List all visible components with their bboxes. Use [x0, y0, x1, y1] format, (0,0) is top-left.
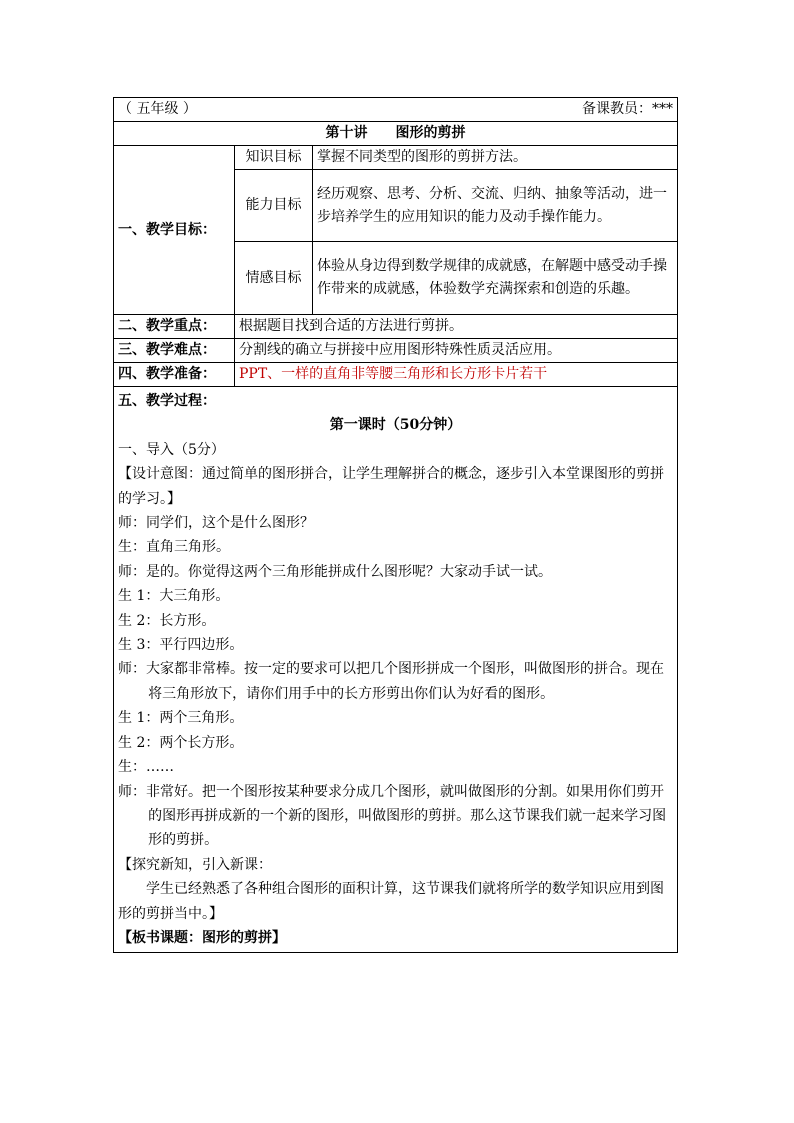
goal-name: 知识目标 — [235, 146, 313, 170]
lecture-title: 第十讲 图形的剪拼 — [114, 122, 678, 146]
goal-text: 掌握不同类型的图形的剪拼方法。 — [313, 146, 678, 170]
preparation-row — [114, 363, 678, 387]
dialogue-line: 师：大家都非常棒。按一定的要求可以把几个图形拼成一个图形，叫做图形的拼合。现在将三角形放下，请你们用手中的长方形剪出你们认为好看的图形。 — [118, 661, 664, 702]
key-point-label: 二、教学重点： — [114, 315, 235, 339]
lesson-plan-table — [113, 97, 678, 953]
dialogue-line: 师：是的。你觉得这两个三角形能拼成什么图形呢？大家动手试一试。 — [118, 563, 552, 580]
goals-label: 一、教学目标： — [114, 146, 235, 315]
dialogue-line: 生 1：大三角形。 — [118, 588, 230, 605]
grade-label: （ 五年级 ） — [118, 101, 197, 117]
explore-text: 学生已经熟悉了各种组合图形的面积计算，这节课我们就将所学的数学知识应用到图形的剪拼当中。】 — [118, 881, 664, 922]
teacher-label: 备课教员：*** — [582, 101, 674, 117]
dialogue-line: 师：非常好。把一个图形按某种要求分成几个图形，就叫做图形的分割。如果用你们剪开的图形再拼成新的一个新的图形，叫做图形的剪拼。那么这节课我们就一起来学习图形的剪拼。 — [118, 783, 667, 849]
title-row — [114, 122, 678, 146]
dialogue-line: 生：…… — [118, 759, 174, 776]
process-label: 五、教学过程： — [118, 393, 216, 409]
board-title: 【板书课题：图形的剪拼】 — [118, 929, 286, 946]
difficulty-label: 三、教学难点： — [114, 339, 235, 363]
dialogue-line: 生：直角三角形。 — [118, 539, 230, 556]
process-row — [114, 387, 678, 953]
dialogue-line: 生 2：两个长方形。 — [118, 734, 244, 751]
goal-row-knowledge — [114, 146, 678, 170]
intro-title: 一、导入（5分） — [118, 441, 225, 458]
preparation-text: PPT、一样的直角非等腰三角形和长方形卡片若干 — [235, 363, 678, 387]
design-intent: 【设计意图：通过简单的图形拼合，让学生理解拼合的概念，逐步引入本堂课图形的剪拼的学习。】 — [118, 466, 664, 507]
key-point-row — [114, 315, 678, 339]
explore-title: 【探究新知，引入新课： — [118, 856, 272, 873]
dialogue-line: 生 3：平行四边形。 — [118, 637, 244, 654]
dialogue-line: 师：同学们，这个是什么图形？ — [118, 515, 314, 532]
goal-text: 体验从身边得到数学规律的成就感，在解题中感受动手操作带来的成就感，体验数学充满探索和创造的乐趣。 — [313, 242, 678, 315]
header-row — [114, 98, 678, 122]
goal-name: 情感目标 — [235, 242, 313, 315]
goal-text: 经历观察、思考、分析、交流、归纳、抽象等活动，进一步培养学生的应用知识的能力及动手操作能力。 — [313, 170, 678, 242]
goal-name: 能力目标 — [235, 170, 313, 242]
dialogue-line: 生 2：长方形。 — [118, 612, 216, 629]
difficulty-text: 分割线的确立与拼接中应用图形特殊性质灵活应用。 — [235, 339, 678, 363]
difficulty-row — [114, 339, 678, 363]
dialogue-line: 生 1：两个三角形。 — [118, 710, 244, 727]
process-cell — [114, 387, 678, 953]
header-cell — [114, 98, 678, 122]
lesson-title: 第一课时（50分钟） — [329, 417, 462, 434]
preparation-label: 四、教学准备： — [114, 363, 235, 387]
key-point-text: 根据题目找到合适的方法进行剪拼。 — [235, 315, 678, 339]
